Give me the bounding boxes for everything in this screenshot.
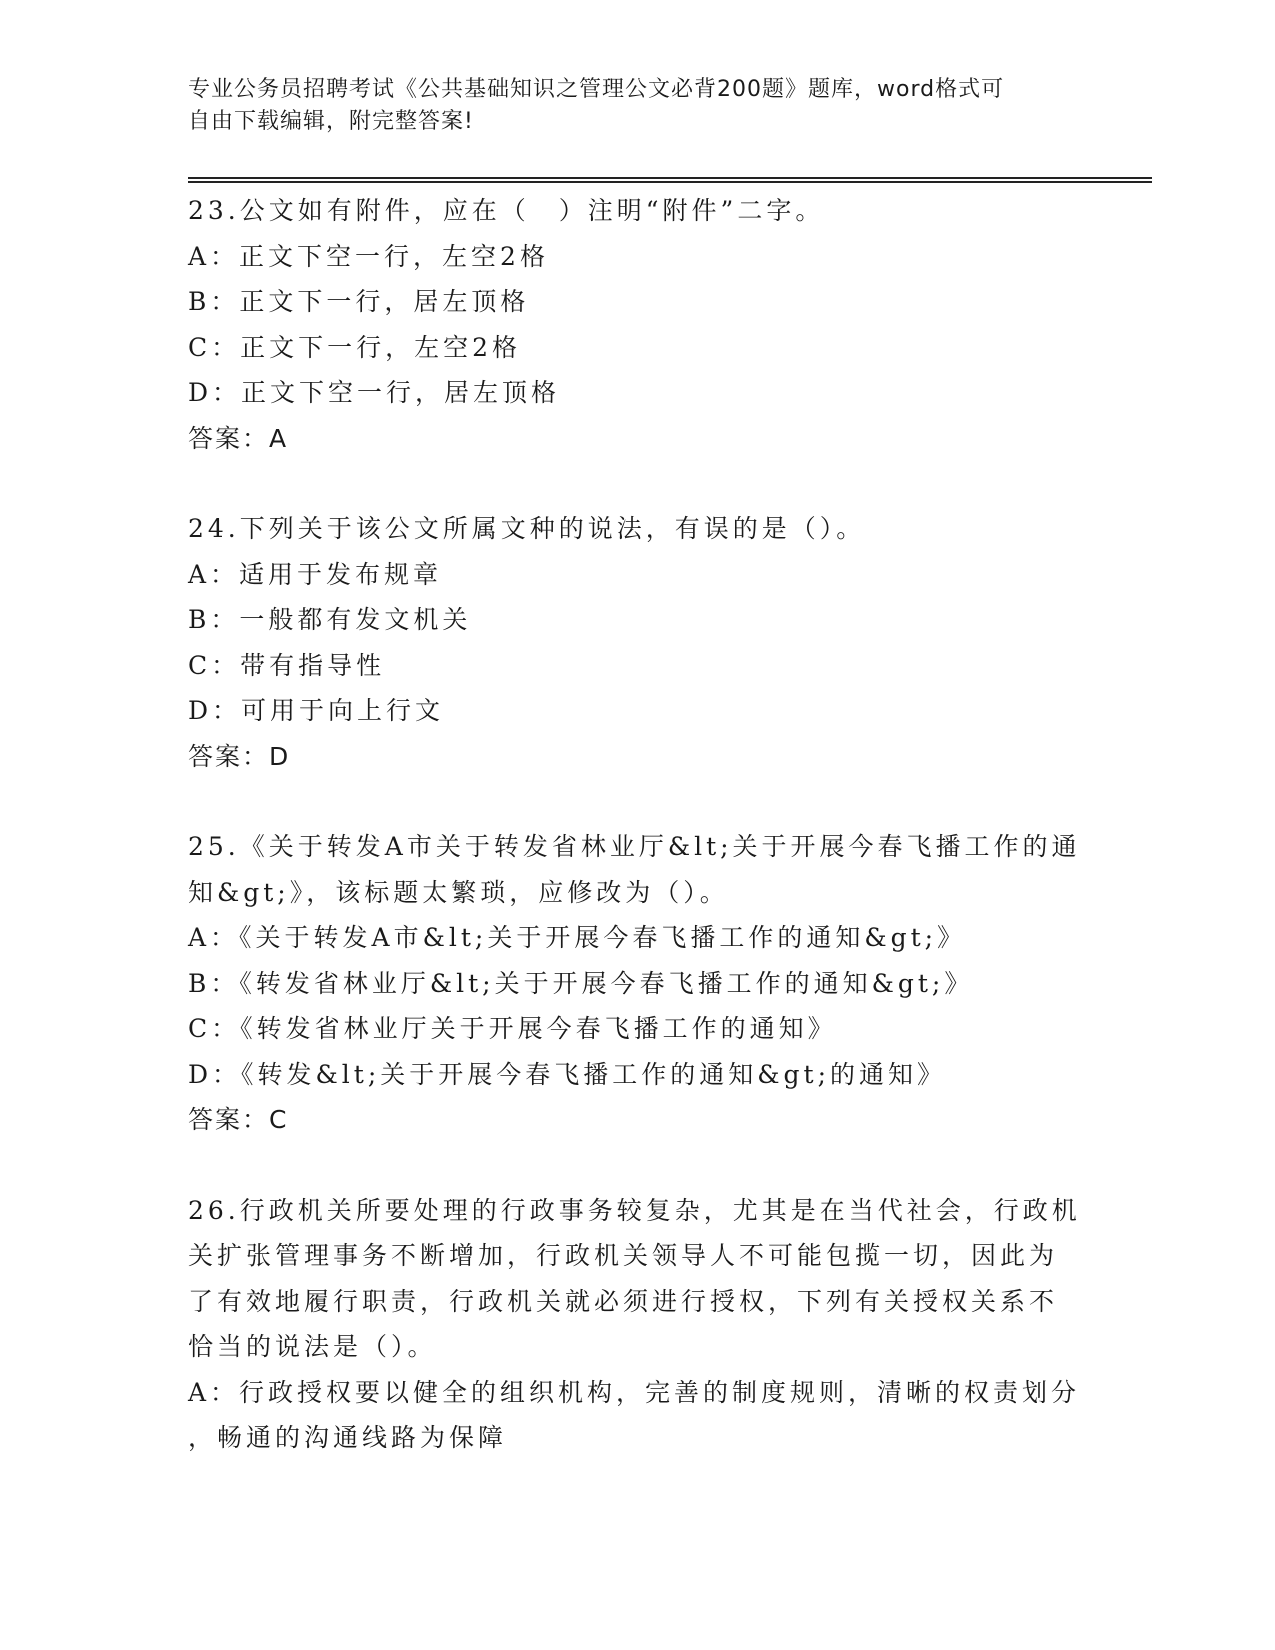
- header-line-2: 自由下载编辑，附完整答案!: [188, 109, 474, 134]
- question-stem-line: 26.行政机关所要处理的行政事务较复杂，尤其是在当代社会，行政机: [188, 1195, 1081, 1225]
- answer-line: 答案：C: [188, 1105, 289, 1134]
- option-line: ，畅通的沟通线路为保障: [188, 1423, 508, 1452]
- answer-line: 答案：A: [188, 423, 289, 453]
- option-line: A：行政授权要以健全的组织机构，完善的制度规则，清晰的权责划分: [188, 1377, 1081, 1407]
- option-line: C：正文下一行，左空2格: [188, 332, 522, 362]
- question-block: [188, 188, 1088, 461]
- header-divider-top: [188, 177, 1152, 179]
- question-stem-line: 关扩张管理事务不断增加，行政机关领导人不可能包揽一切，因此为: [188, 1241, 1059, 1270]
- question-stem-line: 23.公文如有附件，应在（ ）注明“附件”二字。: [188, 196, 825, 225]
- question-block: [188, 1188, 1088, 1461]
- option-line: B：正文下一行，居左顶格: [188, 287, 530, 316]
- question-stem-line: 恰当的说法是（）。: [188, 1332, 437, 1361]
- option-line: C：带有指导性: [188, 650, 386, 680]
- question-stem-line: 25.《关于转发A市关于转发省林业厅&lt;关于开展今春飞播工作的通: [188, 832, 1081, 861]
- option-line: D：《转发&lt;关于开展今春飞播工作的通知&gt;的通知》: [188, 1059, 946, 1089]
- option-line: D：可用于向上行文: [188, 696, 445, 725]
- option-line: A：《关于转发A市&lt;关于开展今春飞播工作的通知&gt;》: [188, 923, 967, 952]
- document-header: [188, 74, 1068, 138]
- option-line: B：《转发省林业厅&lt;关于开展今春飞播工作的通知&gt;》: [188, 968, 974, 998]
- option-line: C：《转发省林业厅关于开展今春飞播工作的通知》: [188, 1014, 837, 1043]
- header-line-1: 专业公务员招聘考试《公共基础知识之管理公文必背200题》题库，word格式可: [188, 77, 1005, 102]
- option-line: A：正文下空一行，左空2格: [188, 241, 549, 271]
- option-line: D：正文下空一行，居左顶格: [188, 378, 561, 407]
- question-block: [188, 824, 1088, 1143]
- option-line: B：一般都有发文机关: [188, 605, 472, 634]
- question-stem-line: 知&gt;》，该标题太繁琐，应修改为（）。: [188, 877, 729, 907]
- header-divider-bottom: [188, 181, 1152, 183]
- question-stem-line: 了有效地履行职责，行政机关就必须进行授权，下列有关授权关系不: [188, 1286, 1059, 1316]
- answer-line: 答案：D: [188, 741, 291, 771]
- question-block: [188, 506, 1088, 779]
- question-list: [188, 188, 1088, 1506]
- option-line: A：适用于发布规章: [188, 559, 443, 589]
- question-stem-line: 24.下列关于该公文所属文种的说法，有误的是（）。: [188, 514, 866, 543]
